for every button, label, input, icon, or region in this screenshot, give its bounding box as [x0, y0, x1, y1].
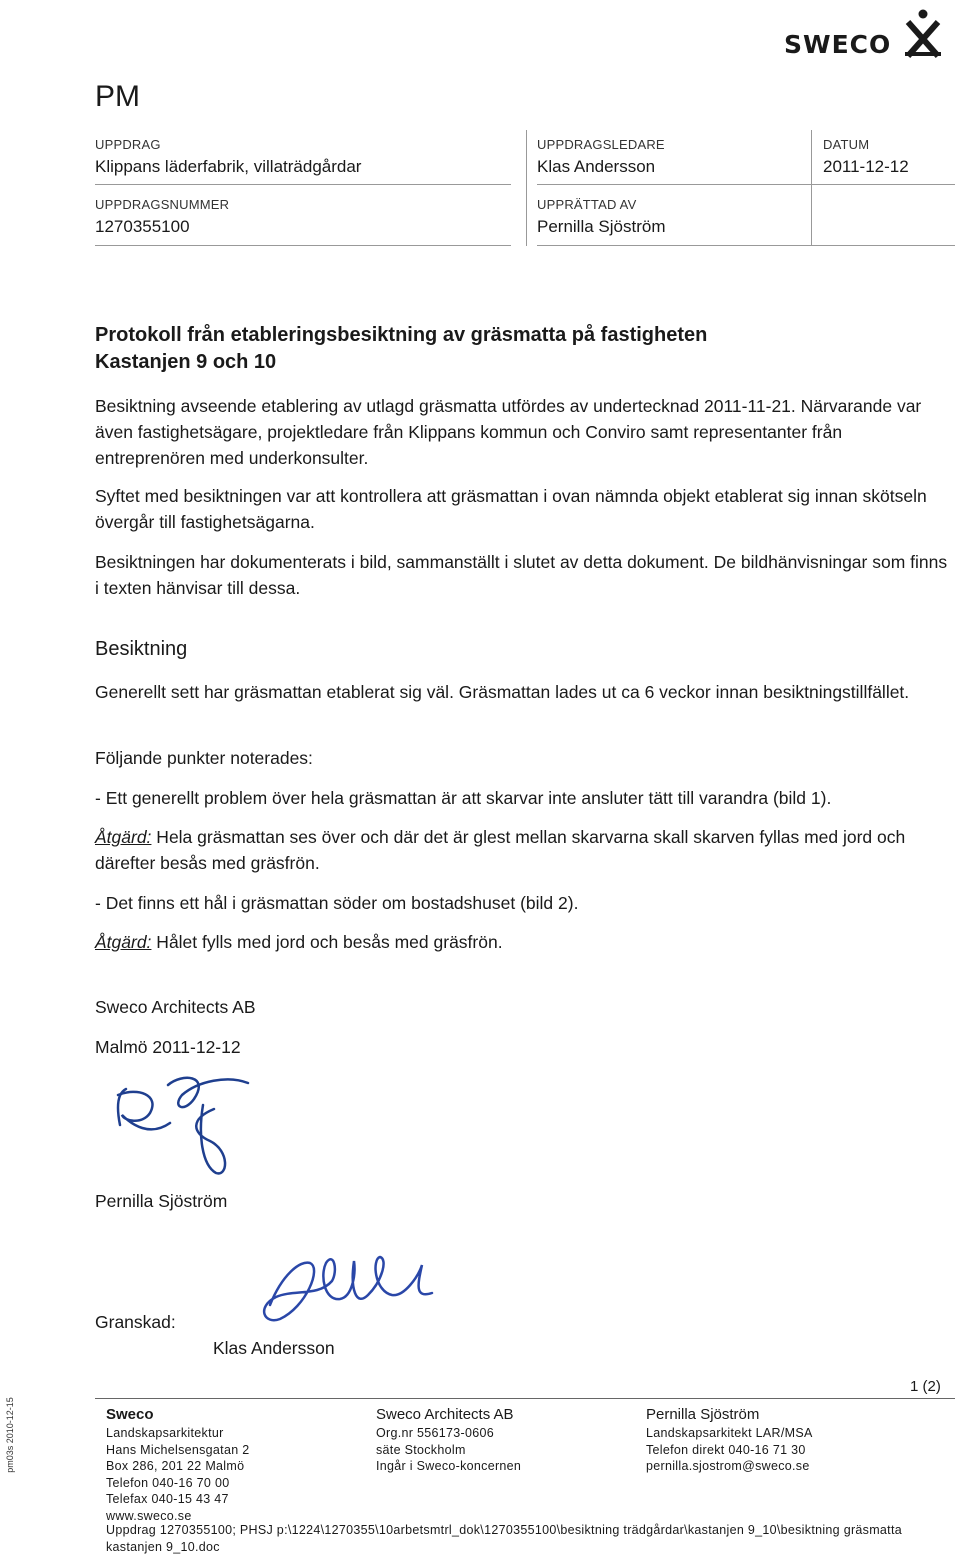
- footer-contact-email-link[interactable]: pernilla.sjostrom@sweco.se: [646, 1459, 810, 1473]
- footer-department: Landskapsarkitektur: [106, 1426, 224, 1440]
- signature-pernilla: [98, 1065, 283, 1180]
- footer-file-path: [106, 1522, 902, 1555]
- header-divider: [537, 245, 955, 246]
- footer-seat: säte Stockholm: [376, 1442, 466, 1457]
- page-number: 1 (2): [910, 1378, 941, 1395]
- sweco-logo: [784, 8, 960, 58]
- header-divider: [95, 184, 511, 185]
- footer-street: Hans Michelsensgatan 2: [106, 1442, 250, 1457]
- place-date: Malmö 2011-12-12: [95, 1037, 241, 1057]
- logo-text: SWECO: [784, 30, 892, 59]
- uppdrag-label: UPPDRAG: [95, 137, 161, 152]
- footer-phone: Telefon 040-16 70 00: [106, 1475, 230, 1490]
- uppdrag-value: Klippans läderfabrik, villaträdgårdar: [95, 157, 362, 176]
- footer-postal: Box 286, 201 22 Malmö: [106, 1459, 245, 1473]
- signer-2-name: Klas Andersson: [213, 1338, 335, 1358]
- header-column-rule: [526, 130, 527, 246]
- footer-column-legal: [376, 1405, 521, 1475]
- footer-column-company: [106, 1405, 249, 1524]
- point-2: - Det finns ett hål i gräsmattan söder om bostadshuset (bild 2).: [95, 893, 579, 913]
- company-name: Sweco Architects AB: [95, 997, 256, 1017]
- uppdragsledare-label: UPPDRAGSLEDARE: [537, 137, 665, 152]
- footer-group: Ingår i Sweco-koncernen: [376, 1459, 522, 1473]
- action-1: [95, 824, 955, 876]
- paragraph-general: Generellt sett har gräsmattan etablerat sig väl. Gräsmattan lades ut ca 6 veckor innan besiktningstillfället.: [95, 682, 910, 702]
- uppdragsnummer-label: UPPDRAGSNUMMER: [95, 197, 230, 212]
- action-label: Åtgärd:: [95, 932, 152, 952]
- upprattad-value: Pernilla Sjöström: [537, 217, 666, 236]
- footer-contact-phone: Telefon direkt 040-16 71 30: [646, 1442, 806, 1457]
- action-2-text: Hålet fylls med jord och besås med gräsfrön.: [151, 932, 503, 952]
- section-title: Besiktning: [95, 638, 188, 660]
- footer-path-line1: Uppdrag 1270355100; PHSJ p:\1224\1270355\10arbetsmtrl_dok\1270355100\besiktning trädgårdar\kastanjen 9_10\besiktning gräsmatta: [106, 1523, 902, 1537]
- protocol-heading-line2: Kastanjen 9 och 10: [95, 351, 277, 373]
- footer-path-line2: kastanjen 9_10.doc: [106, 1539, 220, 1554]
- datum-value: 2011-12-12: [823, 157, 909, 176]
- uppdragsledare-value: Klas Andersson: [537, 157, 656, 176]
- paragraph-purpose: Syftet med besiktningen var att kontrollera att gräsmattan i ovan nämnda objekt etablerat sig innan skötseln övergår till fastighetsägarna.: [95, 486, 927, 532]
- paragraph-points-intro: Följande punkter noterades:: [95, 748, 313, 768]
- datum-label: DATUM: [823, 137, 870, 152]
- footer-company-name: Sweco: [106, 1406, 154, 1423]
- action-1-text: Hela gräsmattan ses över och där det är glest mellan skarvarna skall skarven fyllas med jord och därefter besås med gräsfrön.: [95, 827, 906, 873]
- header-column-rule: [811, 130, 812, 246]
- signer-1-name: Pernilla Sjöström: [95, 1191, 228, 1211]
- template-code: pm03s 2010-12-15: [4, 1397, 15, 1473]
- footer-column-contact: [646, 1405, 813, 1475]
- header-divider: [537, 184, 955, 185]
- document-type: PM: [95, 80, 140, 113]
- upprattad-label: UPPRÄTTAD AV: [537, 197, 637, 212]
- footer-website-link[interactable]: www.sweco.se: [106, 1508, 192, 1523]
- paragraph-documentation: Besiktningen har dokumenterats i bild, sammanställt i slutet av detta dokument. De bildhänvisningar som finns i texten hänvisar till dessa.: [95, 552, 948, 598]
- uppdragsnummer-value: 1270355100: [95, 217, 190, 236]
- footer-contact-name: Pernilla Sjöström: [646, 1406, 760, 1423]
- footer-rule: [95, 1398, 955, 1399]
- footer-orgnr: Org.nr 556173-0606: [376, 1426, 494, 1440]
- sweco-mark-icon: [902, 8, 944, 58]
- granskad-label: Granskad:: [95, 1312, 176, 1332]
- paragraph-intro: Besiktning avseende etablering av utlagd gräsmatta utfördes av undertecknad 2011-11-21. Närvarande var även fastighetsägare, projektledare från Klippans kommun och Conviro samt representanter från entreprenören med underkonsulter.: [95, 396, 922, 468]
- action-label: Åtgärd:: [95, 827, 152, 847]
- footer-legal-name: Sweco Architects AB: [376, 1406, 514, 1423]
- footer-contact-title: Landskapsarkitekt LAR/MSA: [646, 1426, 813, 1440]
- footer-fax: Telefax 040-15 43 47: [106, 1492, 229, 1506]
- action-2: [95, 929, 955, 955]
- point-1: - Ett generellt problem över hela gräsmattan är att skarvar inte ansluter tätt till varandra (bild 1).: [95, 788, 832, 808]
- protocol-heading-line1: Protokoll från etableringsbesiktning av gräsmatta på fastigheten: [95, 324, 708, 346]
- header-divider: [95, 245, 511, 246]
